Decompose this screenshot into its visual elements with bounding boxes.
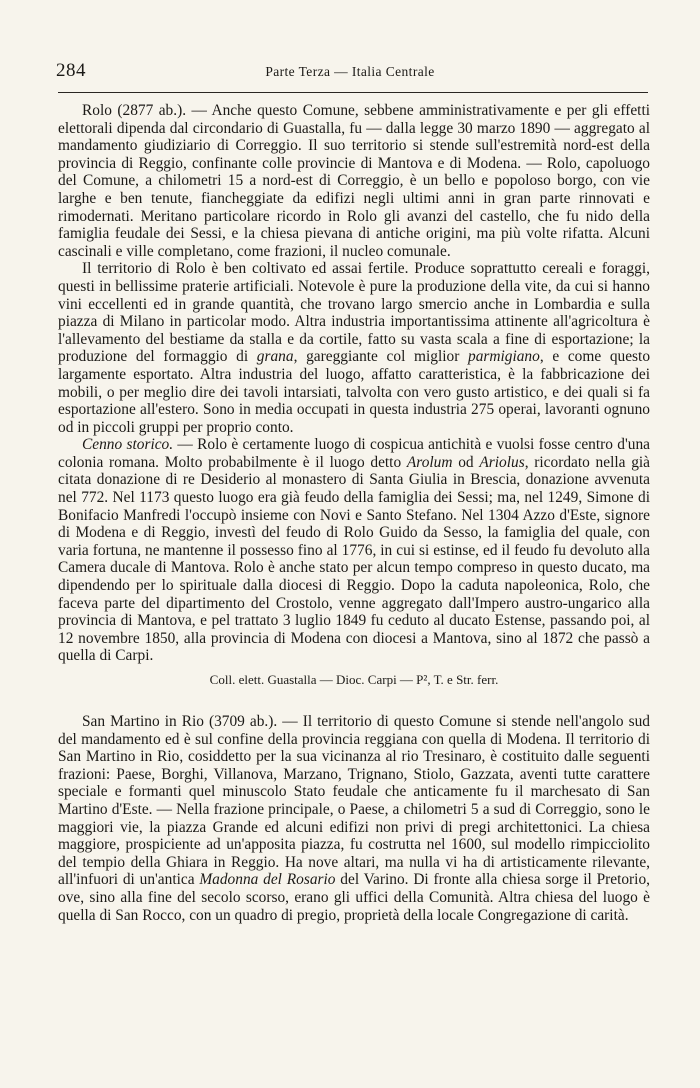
- rolo-paragraph-intro: Rolo (2877 ab.). — Anche questo Comune, sebbene amministrativamente e per gli effetti elettorali dipenda dal circondario di Guastalla, fu — dalla legge 30 marzo 1890 — aggregato al mandamento giudiziario di Correggio. Il suo territorio si stende sull'estremità nord-est della provincia di Reggio, confinante colle provincie di Mantova e di Modena. — Rolo, capoluogo del Comune, a chilometri 15 a nord-est di Correggio, è un bello e popoloso borgo, con vie larghe e ben tenute, fiancheggiate da edifizi negli ultimi anni in gran parte rinnovati e rimodernati. Meritano particolare ricordo in Rolo gli avanzi del castello, che fu nido della famiglia feudale dei Sessi, e la chiesa pievana di antiche origini, ma più volte rifatta. Alcuni cascinali e ville completano, come frazioni, il nucleo comunale.: [58, 102, 650, 260]
- text-run: od: [452, 453, 480, 471]
- italic-term: parmigiano: [468, 348, 540, 366]
- page-header: [56, 60, 644, 86]
- text-run: Il territorio di Rolo è ben coltivato ed assai fertile. Produce soprattutto cereali e foraggi, questi in bellissime praterie artificiali. Notevole è pure la produzione della vite, da cui si hanno vini eccellenti ed in grande quantità, che trovano largo smercio anche in Lombardia e sulla piazza di Milano in particolar modo. Altra industria importantissima attinente all'agricoltura è l'allevamento del bestiame da stalla e da cortile, fatto su vasta scala a fine di esportazione; la produzione del formaggio di: [58, 260, 650, 366]
- section-gap: [58, 689, 650, 713]
- header-rule: [58, 92, 648, 93]
- italic-term: grana: [256, 348, 294, 366]
- page-number: 284: [56, 60, 86, 81]
- text-run: San Martino in Rio (3709 ab.). — Il territorio di questo Comune si stende nell'angolo sud del mandamento ed è sul confine della provincia reggiana con quella di Modena. Il territorio di San Martino in Rio, cosiddetto per la sua vicinanza al rio Tresinaro, è costituito dalle seguenti frazioni: Paese, Borghi, Villanova, Marzano, Trignano, Stiolo, Gazzata, aventi tutte carattere speciale e formanti quel minuscolo Stato feudale che anticamente fu il marchesato di San Martino d'Este. — Nella frazione principale, o Paese, a chilometri 5 a sud di Correggio, sono le maggiori vie, la piazza Grande ed alcuni edifizi non privi di pregi architettonici. La chiesa maggiore, prospiciente ad un'apposita piazza, fu costrutta nel 1600, sul modello rimpicciolito del tempio della Ghiara in Reggio. Ha nove altari, ma nulla vi ha di artisticamente rilevante, all'infuori di un'antica: [58, 713, 650, 889]
- section-label: Cenno storico.: [82, 436, 174, 454]
- text-run: — Rolo è certamente luogo di cospicua antichità e vuolsi fosse centro d'una colonia romana. Molto probabilmente è il luogo detto: [58, 436, 650, 471]
- rolo-summary-line: Coll. elett. Guastalla — Dioc. Carpi — P², T. e Str. ferr.: [209, 672, 499, 687]
- page-body: [58, 102, 650, 924]
- san-martino-paragraph: [58, 713, 650, 924]
- text-run: , ricordato nella già citata donazione di re Desiderio al monastero di Santa Giulia in Brescia, donazione avvenuta nel 772. Nel 1173 questo luogo era già feudo della famiglia dei Sessi; ma, nel 1249, Simone di Bonifacio Manfredi l'occupò insieme con Novi e Santo Stefano. Nel 1304 Azzo d'Este, signore di Modena e di Reggio, investì del feudo di Rolo Guido da Sesso, la famiglia del quale, con varia fortuna, ne mantenne il possesso fino al 1776, in cui si estinse, ed il feudo fu devoluto alla Camera ducale di Mantova. Rolo è anche stato per alcun tempo compreso in questo ducato, ma dipendendo per lo spirituale dalla diocesi di Reggio. Dopo la caduta napoleonica, Rolo, che faceva parte del dipartimento del Crostolo, venne aggregato dall'Impero austro-ungarico alla provincia di Mantova, e pel trattato 3 luglio 1849 fu ceduto al ducato Estense, passando poi, al 12 novembre 1850, alla provincia di Modena con diocesi a Mantova, sino al 1872 che passò a quella di Carpi.: [58, 453, 650, 665]
- italic-term: Arolum: [406, 453, 453, 471]
- text-run: , gareggiante col miglior: [293, 348, 468, 366]
- italic-term: Ariolus: [479, 453, 525, 471]
- running-title: Parte Terza — Italia Centrale: [265, 64, 435, 79]
- italic-term: Madonna del Rosario: [199, 871, 336, 889]
- rolo-paragraph-history: [58, 436, 650, 665]
- text-run: , e come questo largamente esportato. Altra industria del luogo, affatto caratteristica, è la fabbricazione dei mobili, o per meglio dire dei tavoli intarsiati, talvolta con vero gusto artistico, e dei quali si fa esportazione all'estero. Sono in media occupati in questa industria 275 operai, lavoranti ognuno od in piccoli gruppi per proprio conto.: [58, 348, 651, 436]
- rolo-paragraph-economy: [58, 260, 650, 436]
- text-run: del Varino. Di fronte alla chiesa sorge il Pretorio, ove, sino alla fine del secolo scorso, erano gli uffici della Comunità. Altra chiesa del luogo è quella di San Rocco, con un quadro di pregio, proprietà della locale Congregazione di carità.: [58, 871, 650, 924]
